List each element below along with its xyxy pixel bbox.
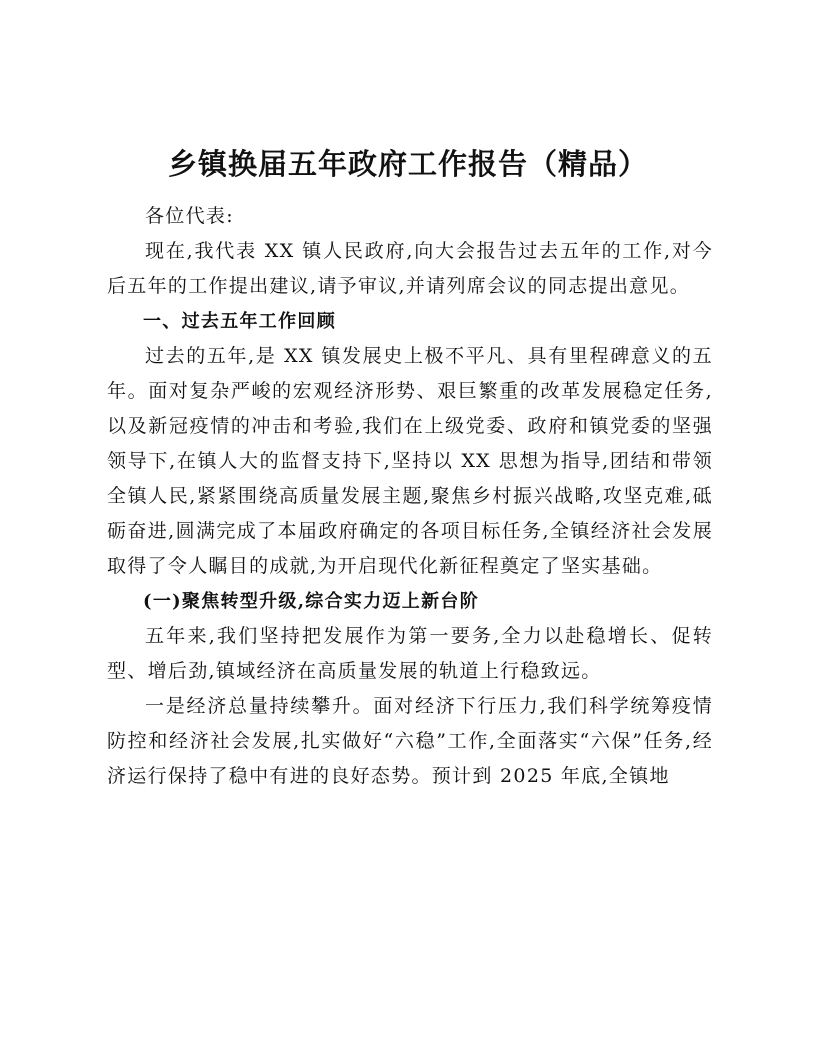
subsection-paragraph: 五年来,我们坚持把发展作为第一要务,全力以赴稳增长、促转型、增后劲,镇域经济在高质量发展的轨道上行稳致远。 — [107, 625, 713, 682]
document-title: 乡镇换届五年政府工作报告（精品） — [167, 147, 648, 181]
section-heading: 一、过去五年工作回顾 — [143, 311, 336, 332]
intro-paragraph: 现在,我代表 XX 镇人民政府,向大会报告过去五年的工作,对今后五年的工作提出建议,请予审议,并请列席会议的同志提出意见。 — [107, 240, 713, 297]
subsection-paragraph: 一是经济总量持续攀升。面对经济下行压力,我们科学统筹疫情防控和经济社会发展,扎实做好“六稳”工作,全面落实“六保”任务,经济运行保持了稳中有进的良好态势。预计到 2025 年底,全镇地 — [107, 695, 713, 787]
subsection-heading: (一)聚焦转型升级,综合实力迈上新台阶 — [143, 591, 479, 612]
document-body — [107, 199, 713, 794]
salutation: 各位代表: — [145, 205, 234, 227]
section-paragraph: 过去的五年,是 XX 镇发展史上极不平凡、具有里程碑意义的五年。面对复杂严峻的宏观经济形势、艰巨繁重的改革发展稳定任务,以及新冠疫情的冲击和考验,我们在上级党委、政府和镇党委的坚强领导下,在镇人大的监督支持下,坚持以 XX 思想为指导,团结和带领全镇人民,紧紧围绕高质量发展主题,聚焦乡村振兴战略,攻坚克难,砥砺奋进,圆满完成了本届政府确定的各项目标任务,全镇经济社会发展取得了令人瞩目的成就,为开启现代化新征程奠定了坚实基础。 — [107, 345, 713, 577]
